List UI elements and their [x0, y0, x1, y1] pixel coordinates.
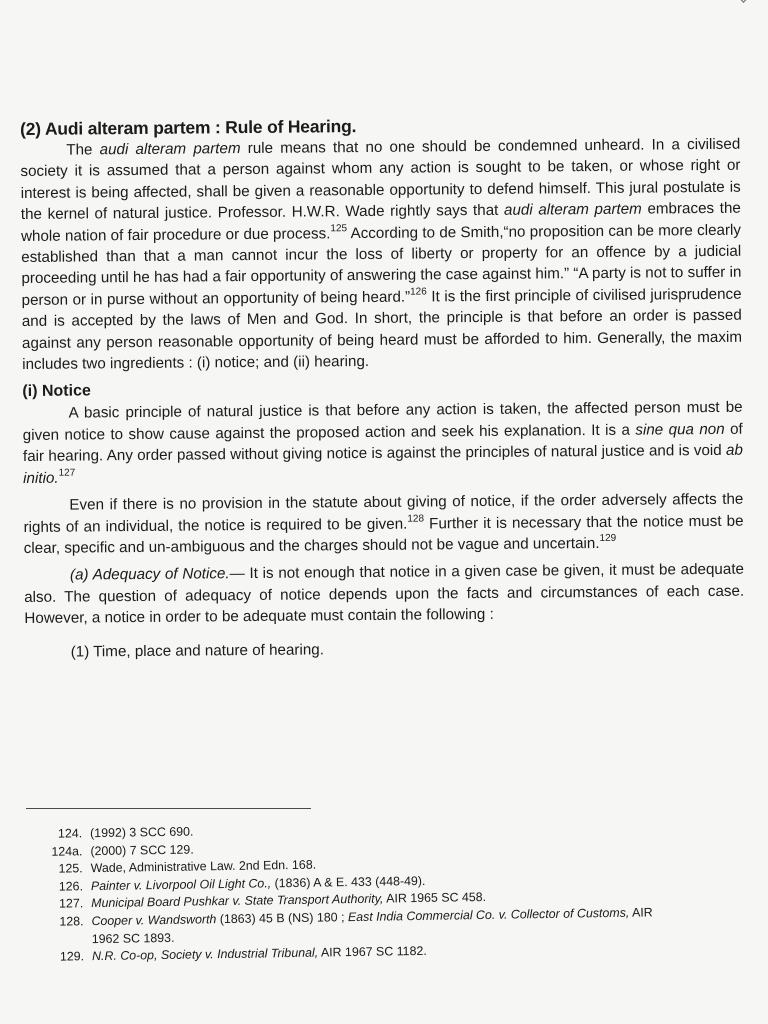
- citation: (1836) A & E. 433 (448-49).: [271, 873, 426, 891]
- text: embraces the whole nation of fair procedure or due process.: [20, 199, 741, 245]
- italic-term: (a) Adequacy of Notice.: [69, 565, 230, 584]
- text: A basic principle of natural justice is that before any action is taken, the affected person must be given notice to show cause against the proposed action and seek his explanation. It is a: [22, 399, 743, 444]
- text: The: [66, 141, 100, 159]
- case-name: N.R. Co-op, Society v. Industrial Tribunal,: [91, 945, 319, 964]
- text: According to de Smith,“no proposition can be more clearly established than that a man cannot incur the loss of liberty or property for an offence by a judicial proceeding until he has had a fair opportunity of answering the case against him.” “A party is not to suffer in person or in purse without an opportunity of being heard.”: [21, 221, 742, 309]
- footnote-text: 1962 SC 1893.: [91, 930, 175, 946]
- text: Even if there is no provision in the statute about giving of notice, if the order adversely affects the rights of an individual, the notice is required to be given.: [23, 490, 744, 536]
- footnote-number: 128.: [59, 914, 84, 929]
- footnote-ref[interactable]: 129: [599, 532, 617, 544]
- italic-term: audi alteram partem: [503, 200, 642, 219]
- citation: (1863) 45 B (NS) 180 ;: [216, 910, 349, 927]
- footnote-number: 126.: [58, 879, 84, 894]
- footnote-number: 124.: [57, 826, 83, 841]
- footnotes: [36, 815, 738, 967]
- document-body: [20, 112, 745, 664]
- italic-term: audi alteram partem: [99, 140, 241, 159]
- italic-term: ab initio.: [23, 441, 744, 487]
- case-name: Painter v. Livorpool Oil Light Co.,: [90, 876, 272, 893]
- footnote-ref[interactable]: 127: [58, 467, 76, 479]
- citation: AIR 1965 SC 458.: [383, 890, 487, 906]
- text: Further it is necessary that the notice must be clear, specific and un-ambiguous and the charges should not be vague and uncertain.: [23, 512, 744, 557]
- case-name: East India Commercial Co. v. Collector of Customs,: [347, 905, 630, 925]
- footnote-number: 127.: [58, 896, 84, 912]
- footnote-text: (1992) 3 SCC 690.: [90, 824, 194, 841]
- footnote-number: 125.: [58, 861, 83, 876]
- text: rule means that no one should be condemned unheard. In a civilised society it is assumed that a person against whom any action is sought to be taken, or whose right or interest is being affected, shall be given a reasonable opportunity to defend himself. This jural postulate is the kernel of natural justice. Professor. H.W.R. Wade rightly says that: [20, 135, 741, 224]
- page-corner-mark: [737, 0, 750, 3]
- footnote-ref[interactable]: 125: [330, 222, 348, 234]
- footnote-ref[interactable]: 128: [407, 512, 425, 525]
- text: of fair hearing. Any order passed without giving notice is against the principles of natural justice and is void: [22, 420, 743, 466]
- section-heading: (2) Audi alteram partem : Rule of Hearing.: [20, 116, 357, 139]
- subheading-notice: (i) Notice: [22, 382, 91, 401]
- case-name: Cooper v. Wandsworth: [91, 912, 217, 929]
- footnote-number: 129.: [59, 949, 85, 964]
- paragraph-statute: [23, 489, 744, 559]
- footnote-ref[interactable]: 126: [410, 286, 427, 298]
- list-item-time-place: (1) Time, place and nature of hearing.: [70, 640, 325, 661]
- citation: AIR 1967 SC 1182.: [318, 944, 427, 960]
- footnote-text: (2000) 7 SCC 129.: [90, 842, 194, 858]
- case-name: Municipal Board Pushkar v. State Transport Authority,: [91, 891, 384, 911]
- paragraph-notice: [22, 397, 743, 489]
- footnote-number: 124a.: [51, 843, 83, 859]
- paragraph-adequacy: [24, 559, 745, 629]
- text: — It is not enough that notice in a given case be given, it must be adequate also. The question of adequacy of notice depends upon the facts and circumstances of each case. However, a notice in order to be adequate must contain the following :: [24, 561, 745, 628]
- italic-term: sine qua non: [635, 420, 725, 439]
- citation: AIR: [629, 905, 653, 920]
- footnote-text: Wade, Administrative Law. 2nd Edn. 168.: [90, 857, 317, 876]
- text: It is the first principle of civilised jurisprudence and is accepted by the laws of Men and God. In short, the principle is that before an order is passed against any person reasonable opportunity of being heard must be afforded to him. Generally, the maxim includes two ingredients : (i) notice; and (ii) hearing.: [21, 285, 743, 374]
- footnote-divider: [26, 808, 311, 809]
- paragraph-audi-alteram-partem: [20, 134, 742, 376]
